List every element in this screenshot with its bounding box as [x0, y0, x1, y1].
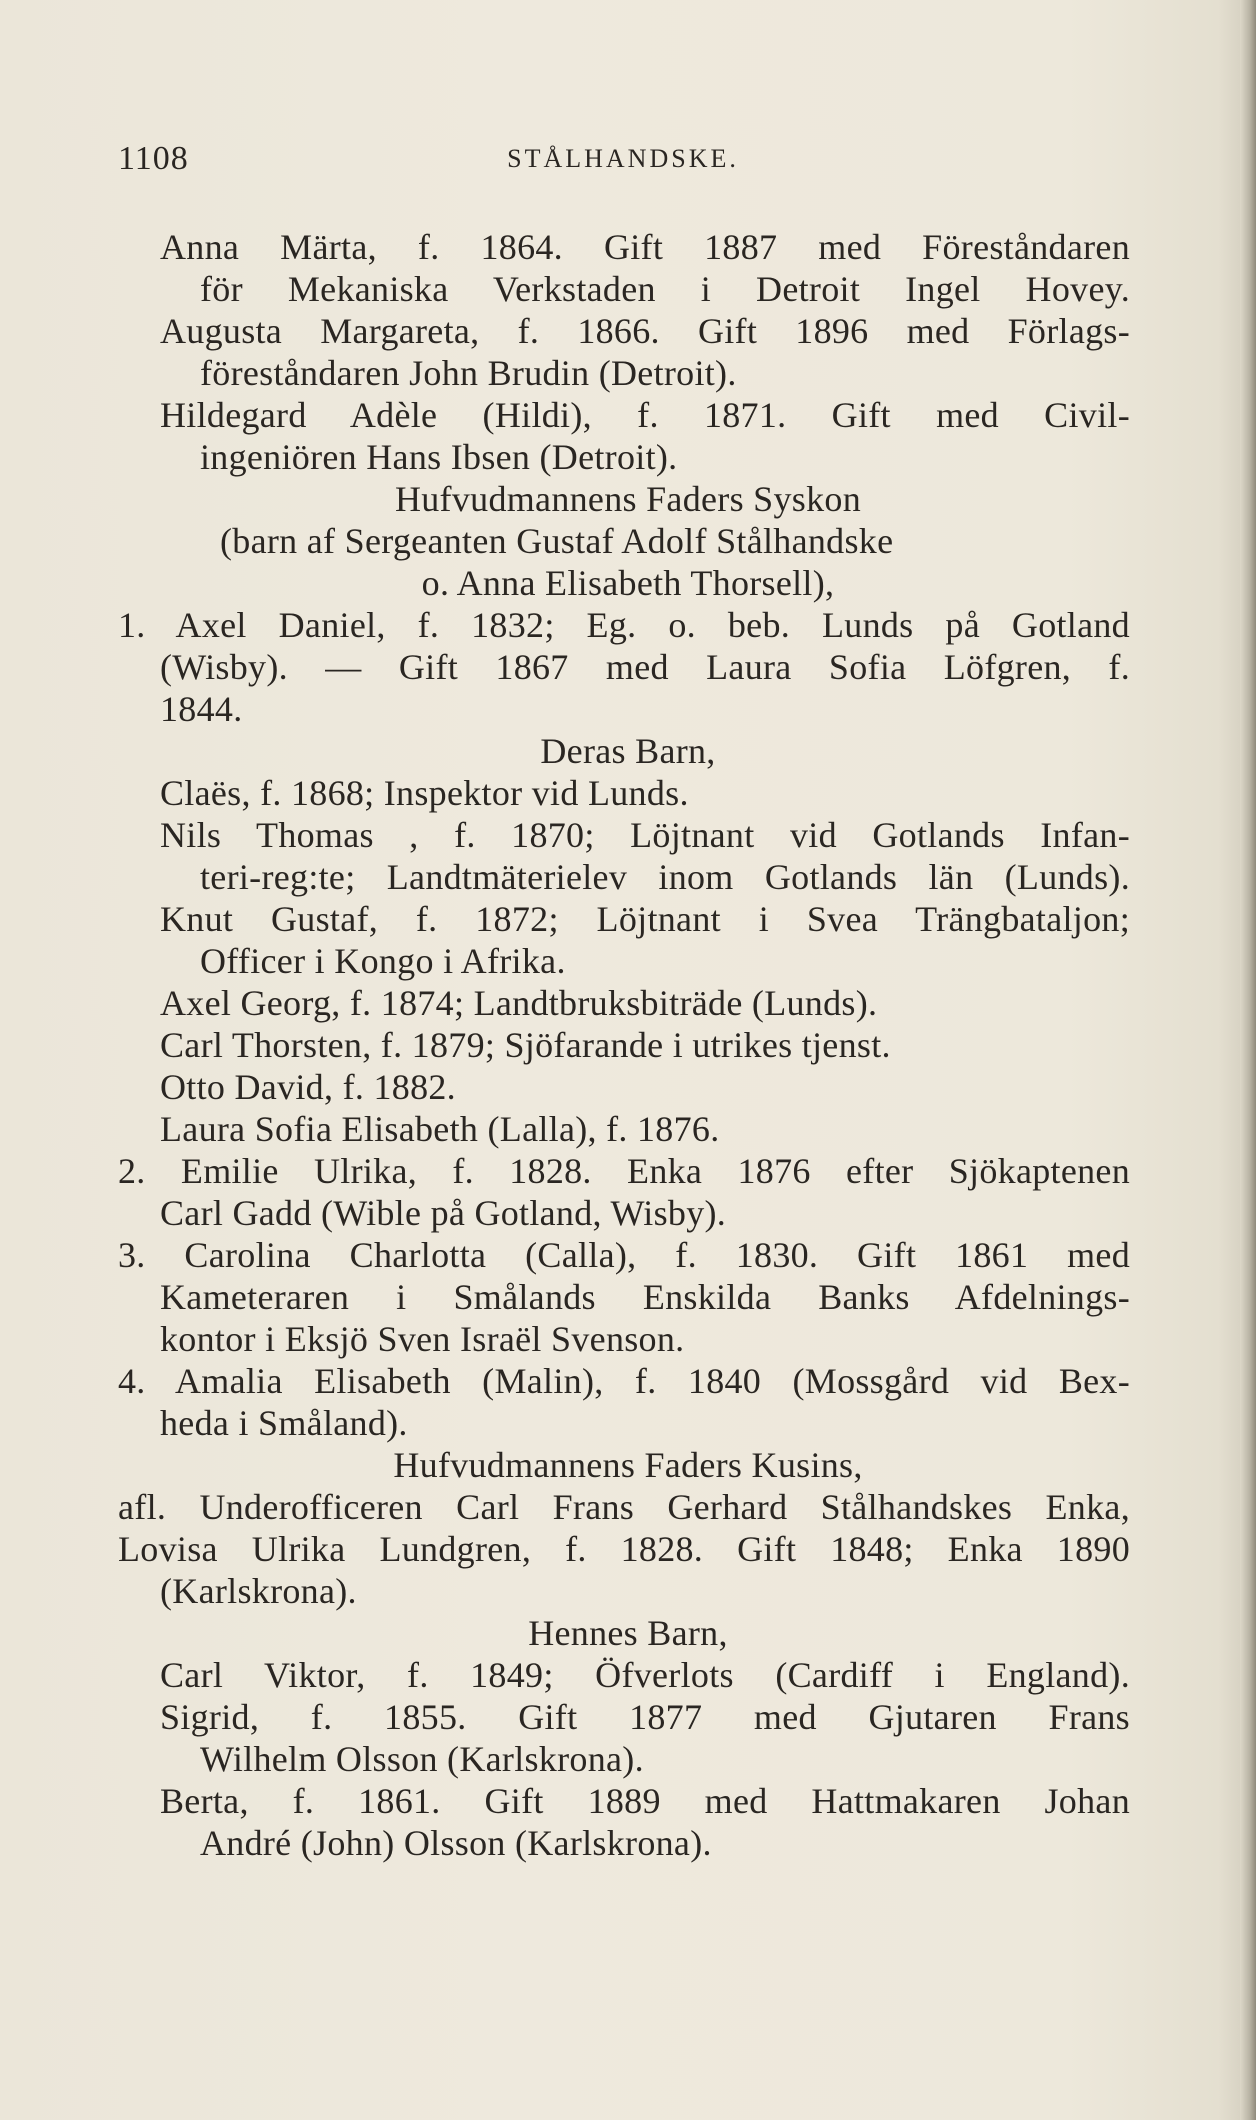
- text-line: ingeniören Hans Ibsen (Detroit).: [200, 437, 678, 477]
- text-line: 1. Axel Daniel, f. 1832; Eg. o. beb. Lunds på Gotland: [118, 605, 1130, 645]
- text-line: heda i Småland).: [160, 1403, 408, 1443]
- text-line: kontor i Eksjö Sven Israël Svenson.: [160, 1319, 685, 1359]
- text-line: för Mekaniska Verkstaden i Detroit Ingel Hovey.: [200, 269, 1130, 309]
- text-line: (Karlskrona).: [160, 1571, 357, 1611]
- text-line: (barn af Sergeanten Gustaf Adolf Stålhandske: [220, 521, 894, 561]
- text-line: Nils Thomas , f. 1870; Löjtnant vid Gotlands Infan-: [160, 815, 1130, 855]
- text-line: Augusta Margareta, f. 1866. Gift 1896 med Förlags-: [160, 311, 1130, 351]
- text-line: Wilhelm Olsson (Karlskrona).: [200, 1739, 644, 1779]
- page-number: 1108: [118, 140, 189, 177]
- text-line: Laura Sofia Elisabeth (Lalla), f. 1876.: [160, 1109, 720, 1149]
- text-line: Anna Märta, f. 1864. Gift 1887 med Föreståndaren: [160, 227, 1130, 267]
- page-edge: [1240, 0, 1256, 2120]
- section-heading: Hennes Barn,: [528, 1613, 728, 1653]
- section-heading: Deras Barn,: [540, 731, 716, 771]
- section-heading: Hufvudmannens Faders Kusins,: [393, 1445, 863, 1485]
- text-line: Carl Thorsten, f. 1879; Sjöfarande i utrikes tjenst.: [160, 1025, 891, 1065]
- text-line: Sigrid, f. 1855. Gift 1877 med Gjutaren Frans: [160, 1697, 1130, 1737]
- text-line: Berta, f. 1861. Gift 1889 med Hattmakaren Johan: [160, 1781, 1130, 1821]
- text-line: Lovisa Ulrika Lundgren, f. 1828. Gift 1848; Enka 1890: [118, 1529, 1130, 1569]
- text-line: Officer i Kongo i Afrika.: [200, 941, 566, 981]
- text-line: Otto David, f. 1882.: [160, 1067, 456, 1107]
- text-line: Carl Gadd (Wible på Gotland, Wisby).: [160, 1193, 727, 1233]
- text-line: (Wisby). — Gift 1867 med Laura Sofia Löfgren, f.: [160, 647, 1130, 687]
- text-line: Knut Gustaf, f. 1872; Löjtnant i Svea Trängbataljon;: [160, 899, 1130, 939]
- text-line: André (John) Olsson (Karlskrona).: [200, 1823, 712, 1863]
- text-line: föreståndaren John Brudin (Detroit).: [200, 353, 737, 393]
- text-line: 2. Emilie Ulrika, f. 1828. Enka 1876 efter Sjökaptenen: [118, 1151, 1130, 1191]
- text-line: afl. Underofficeren Carl Frans Gerhard Stålhandskes Enka,: [118, 1487, 1130, 1527]
- text-line: Kameteraren i Smålands Enskilda Banks Afdelnings-: [160, 1277, 1130, 1317]
- section-heading: Hufvudmannens Faders Syskon: [394, 479, 862, 519]
- text-line: teri-reg:te; Landtmäterielev inom Gotlands län (Lunds).: [200, 857, 1130, 897]
- text-line: 4. Amalia Elisabeth (Malin), f. 1840 (Mossgård vid Bex-: [118, 1361, 1130, 1401]
- text-line: 1844.: [160, 689, 243, 729]
- text-line: Carl Viktor, f. 1849; Öfverlots (Cardiff i England).: [160, 1655, 1130, 1695]
- text-line: Axel Georg, f. 1874; Landtbruksbiträde (Lunds).: [160, 983, 878, 1023]
- running-title: STÅLHANDSKE.: [507, 144, 739, 173]
- text-line: Hildegard Adèle (Hildi), f. 1871. Gift med Civil-: [160, 395, 1130, 435]
- text-line: o. Anna Elisabeth Thorsell),: [421, 563, 835, 603]
- text-line: 3. Carolina Charlotta (Calla), f. 1830. Gift 1861 med: [118, 1235, 1130, 1275]
- page-header: [118, 140, 1128, 184]
- text-line: Claës, f. 1868; Inspektor vid Lunds.: [160, 773, 689, 813]
